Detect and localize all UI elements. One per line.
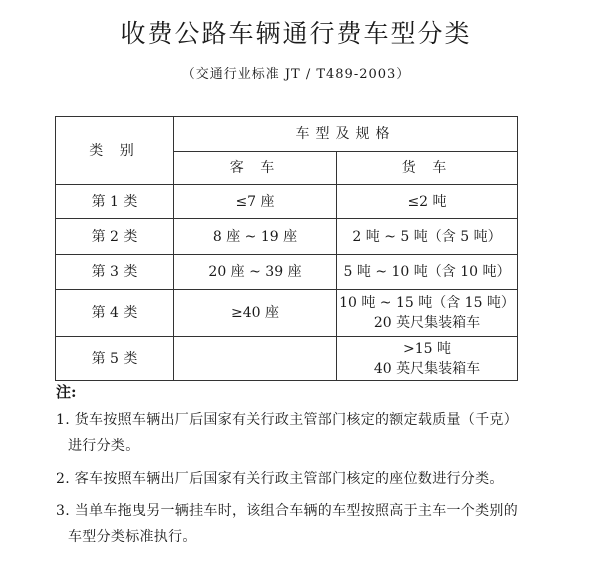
document-title: 收费公路车辆通行费车型分类 xyxy=(120,19,472,48)
table-row xyxy=(56,255,518,290)
row-cargo-line1: 2 吨 ~ 5 吨（含 5 吨） xyxy=(352,228,502,245)
row-cargo-line1: 5 吨 ~ 10 吨（含 10 吨） xyxy=(343,264,511,280)
note-line1: 3. 当单车拖曳另一辆挂车时，该组合车辆的车型按照高于主车一个类别的 xyxy=(56,503,519,519)
row-passenger: ≤7 座 xyxy=(174,185,337,219)
row-cargo-line1: ≤2 吨 xyxy=(407,193,447,210)
document-subtitle: （交通行业标准 JT / T489-2003） xyxy=(181,67,411,82)
row-category: 第 5 类 xyxy=(56,337,174,381)
row-cargo-line1: >15 吨 xyxy=(403,340,451,357)
vehicle-classification-table xyxy=(55,116,518,381)
row-category: 第 1 类 xyxy=(56,185,174,219)
note-line1: 2. 客车按照车辆出厂后国家有关行政主管部门核定的座位数进行分类。 xyxy=(56,471,504,487)
table-row xyxy=(56,337,518,381)
note-item xyxy=(56,498,536,550)
row-cargo xyxy=(337,290,518,337)
row-passenger xyxy=(174,337,337,381)
row-category: 第 4 类 xyxy=(56,290,174,337)
row-cargo-line1: 10 吨 ~ 15 吨（含 15 吨） xyxy=(339,295,515,311)
row-cargo-line2: 20 英尺集装箱车 xyxy=(373,315,481,331)
header-passenger: 客 车 xyxy=(174,152,337,185)
notes-heading: 注: xyxy=(56,383,77,401)
row-passenger: ≥40 座 xyxy=(174,290,337,337)
table-header-row xyxy=(56,117,518,152)
row-passenger: 20 座 ~ 39 座 xyxy=(174,255,337,290)
note-item xyxy=(56,466,536,492)
row-category: 第 2 类 xyxy=(56,219,174,255)
header-spec: 车型及规格 xyxy=(174,117,518,152)
row-passenger: 8 座 ~ 19 座 xyxy=(174,219,337,255)
row-cargo-line2: 40 英尺集装箱车 xyxy=(373,360,481,377)
row-cargo xyxy=(337,185,518,219)
header-category: 类 别 xyxy=(56,117,174,185)
row-cargo xyxy=(337,219,518,255)
note-line2: 进行分类。 xyxy=(68,438,140,454)
row-cargo xyxy=(337,255,518,290)
note-line2: 车型分类标准执行。 xyxy=(68,529,197,545)
note-line1: 1. 货车按照车辆出厂后国家有关行政主管部门核定的额定载质量（千克） xyxy=(56,412,519,428)
table-row xyxy=(56,290,518,337)
table-row xyxy=(56,219,518,255)
header-cargo: 货 车 xyxy=(337,152,518,185)
table-row xyxy=(56,185,518,219)
row-category: 第 3 类 xyxy=(56,255,174,290)
note-item xyxy=(56,407,536,459)
row-cargo xyxy=(337,337,518,381)
